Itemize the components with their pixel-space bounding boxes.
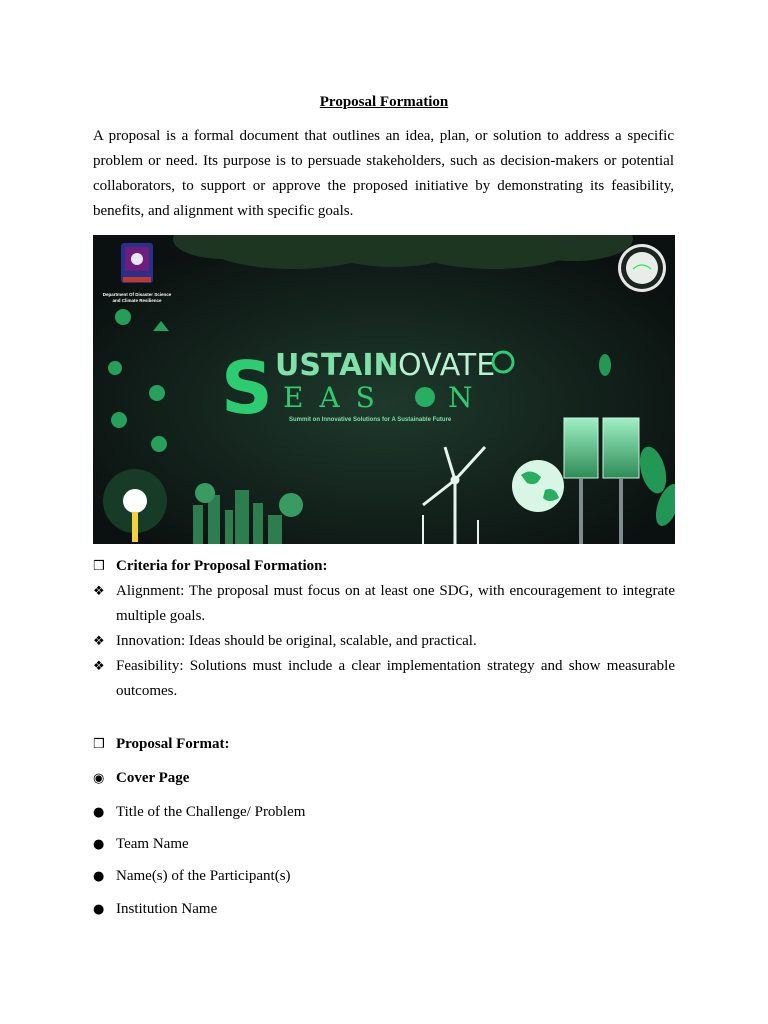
bullet-icon: ● [93,902,105,917]
diamond-bullet-icon: ❖ [93,659,105,674]
cover-page-row [93,766,675,791]
svg-text:N: N [448,381,473,414]
format-list-item [93,864,675,889]
format-list-item [93,897,675,922]
format-item-team-name: Team Name [116,836,189,852]
criteria-item-innovation: Innovation: Ideas should be original, scalable, and practical. [116,633,477,649]
format-section [93,732,675,757]
event-banner [93,235,675,544]
target-bullet-icon: ◉ [93,771,105,786]
criteria-section [93,554,675,704]
page-title: Proposal Formation [319,94,449,110]
title-row-2: EAS [283,381,391,414]
university-logo-icon [121,243,153,283]
criteria-item-alignment: Alignment: The proposal must focus on at least one SDG, with encouragement to integrate multiple goals. [116,583,675,624]
department-line-1: Department Of Disaster Science [102,292,172,297]
diamond-bullet-icon: ❖ [93,584,105,599]
format-item-participants: Name(s) of the Participant(s) [116,868,291,884]
diamond-bullet-icon: ❖ [93,634,105,649]
criteria-heading: Criteria for Proposal Formation: [116,558,328,574]
title-letter-s: S [221,346,273,430]
format-item-challenge-title: Title of the Challenge/ Problem [116,804,306,820]
bullet-icon: ● [93,869,105,884]
checkbox-icon: ❒ [93,559,105,574]
earth-globe-icon [512,460,564,512]
format-list-item [93,832,675,857]
club-logo-icon [618,244,666,292]
format-heading: Proposal Format: [116,736,230,752]
intro-paragraph: A proposal is a formal document that outlines an idea, plan, or solution to address a specific problem or need. Its purpose is to persuade stakeholders, such as decision-makers or potential collaborators, to support or approve the proposed initiative by demonstrating its feasibility, benefits, and alignment with specific goals. [93,128,674,219]
cover-page-label: Cover Page [116,770,190,786]
title-heading-left: USTAIN [275,348,399,383]
format-item-institution: Institution Name [116,901,218,917]
title-heading-right: OVATE [398,348,496,383]
globe-icon [415,387,435,407]
bullet-icon: ● [93,837,105,852]
bullet-icon: ● [93,805,105,820]
format-list-item [93,800,675,825]
criteria-item-feasibility: Feasibility: Solutions must include a clear implementation strategy and show measurable outcomes. [116,658,675,699]
checkbox-icon: ❒ [93,737,105,752]
department-line-2: and Climate Resilience [112,298,162,303]
event-subtitle: Summit on Innovative Solutions for A Sustainable Future [289,417,452,423]
